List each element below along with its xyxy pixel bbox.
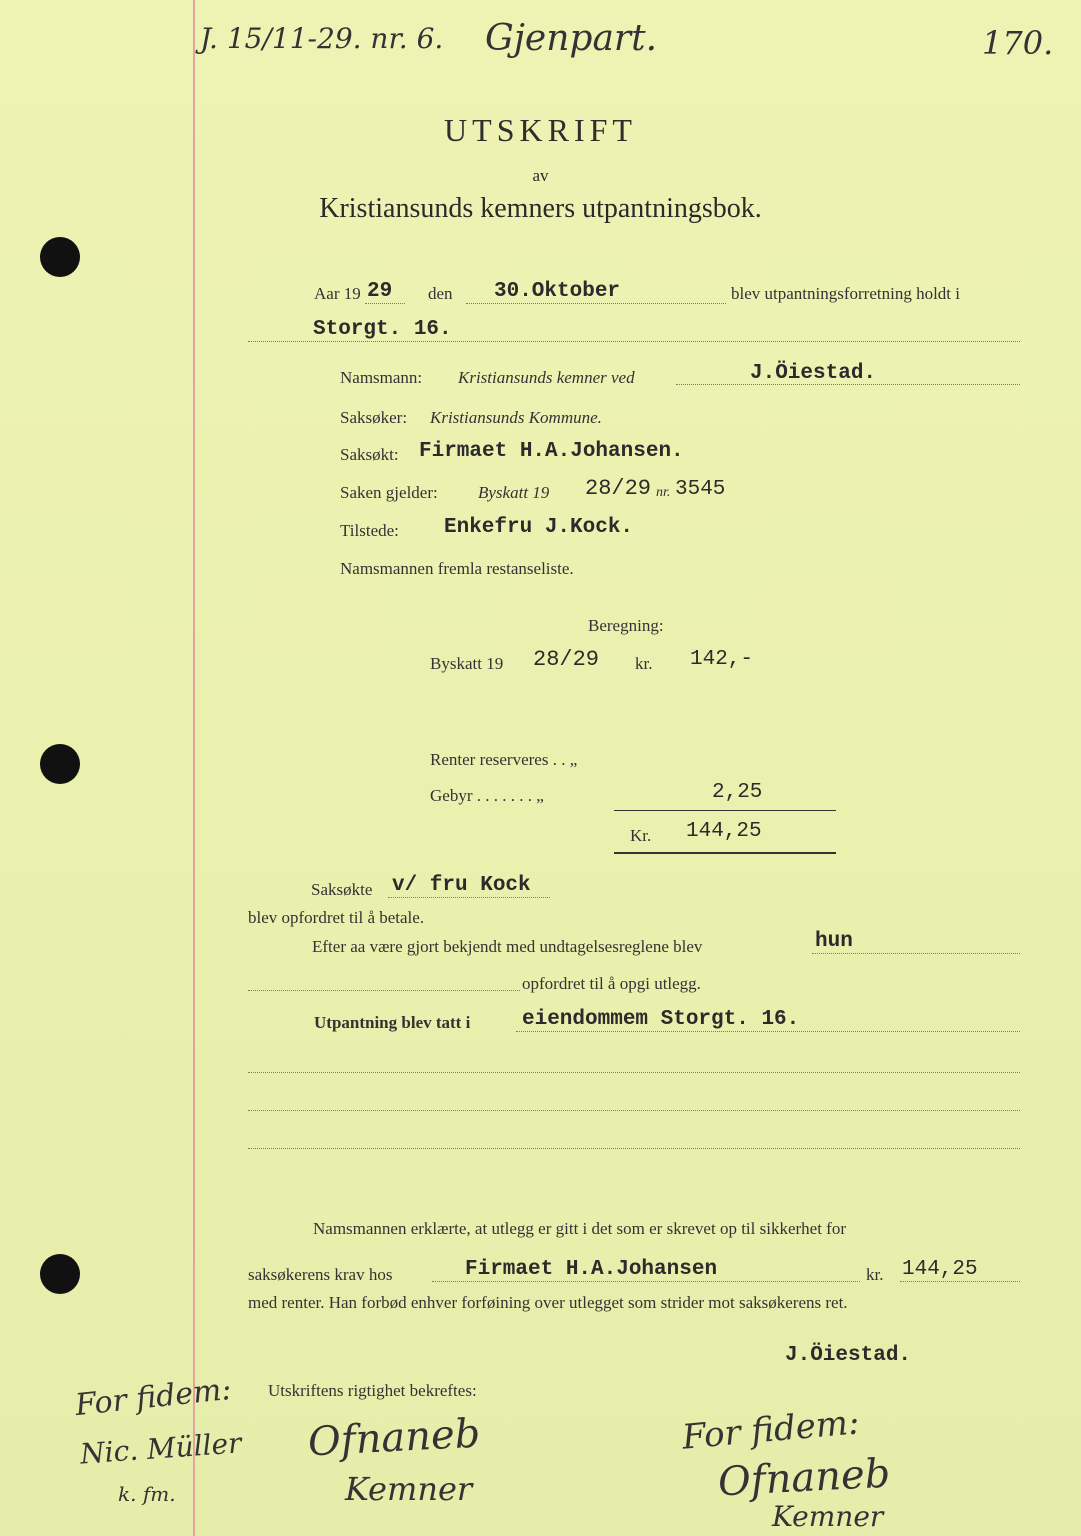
krav-value: Firmaet H.A.Johansen <box>465 1258 718 1281</box>
signed-name: J.Öiestad. <box>785 1344 912 1367</box>
erklaerte-text: Namsmannen erklærte, at utlegg er gitt i det som er skrevet op til sikkerhet for <box>313 1219 846 1238</box>
dotline <box>248 341 1020 342</box>
namsmann-printed: Kristiansunds kemner ved <box>458 368 635 387</box>
year-suffix: 29 <box>367 280 393 303</box>
margin-line <box>193 0 195 1536</box>
saksokte-label: Saksøkte <box>311 880 373 899</box>
dotline <box>248 990 520 991</box>
gebyr-amount: 2,25 <box>712 781 763 804</box>
signature-right-2: Kemner <box>772 1500 884 1533</box>
krav-label: saksøkerens krav hos <box>248 1265 393 1284</box>
dotline <box>248 1148 1020 1149</box>
saken-nr-label: nr. <box>656 485 671 500</box>
date-value: 30.Oktober <box>494 280 621 303</box>
saken-year: 28/29 <box>585 476 652 501</box>
tilstede-label: Tilstede: <box>340 521 399 540</box>
renter-text: med renter. Han forbød enhver forføining over utlegget som strider mot saksøkerens ret. <box>248 1293 848 1312</box>
page-number: 170. <box>982 24 1054 62</box>
gebyr-label: Gebyr . . . . . . . „ <box>430 786 544 805</box>
byskatt-amount: 142,- <box>690 648 754 671</box>
signature-left-1: Ofnaneb <box>306 1410 482 1466</box>
dotline <box>516 1031 1020 1032</box>
opgi-text: opfordret til å opgi utlegg. <box>522 974 701 993</box>
efter-text: Efter aa være gjort bekjendt med undtagelsesreglene blev <box>312 937 703 956</box>
byskatt-year: 28/29 <box>533 647 600 672</box>
utpantning-value: eiendommem Storgt. 16. <box>522 1008 800 1031</box>
dotline <box>900 1281 1020 1282</box>
total-amount: 144,25 <box>686 820 762 843</box>
dotline <box>248 1110 1020 1111</box>
saken-nr: 3545 <box>675 478 726 501</box>
saksokt-label: Saksøkt: <box>340 445 399 464</box>
kr-label: kr. <box>635 654 653 673</box>
namsmann-label: Namsmann: <box>340 368 423 387</box>
title-main: UTSKRIFT <box>444 112 637 148</box>
krav-kr: kr. <box>866 1265 884 1284</box>
place-value: Storgt. 16. <box>313 318 452 341</box>
efter-value: hun <box>815 930 853 953</box>
krav-amount: 144,25 <box>902 1258 978 1281</box>
saksoker-label: Saksøker: <box>340 408 408 427</box>
saksoker-value: Kristiansunds Kommune. <box>430 408 602 427</box>
opfordret-text: blev opfordret til å betale. <box>248 908 425 927</box>
fremla-text: Namsmannen fremla restanseliste. <box>340 559 574 578</box>
punch-hole-middle <box>40 744 80 784</box>
saken-label: Saken gjelder: <box>340 483 438 502</box>
signature-right-0: For fidem: <box>680 1402 861 1458</box>
header-name: Gjenpart. <box>485 18 658 59</box>
title-av: av <box>532 166 549 185</box>
saksokt-value: Firmaet H.A.Johansen. <box>419 440 684 463</box>
namsmann-value: J.Öiestad. <box>750 362 877 385</box>
signature-left-2: Kemner <box>345 1470 473 1508</box>
punch-hole-top <box>40 237 80 277</box>
header-ref: J. 15/11-29. nr. 6. <box>200 22 444 55</box>
holdt-label: blev utpantningsforretning holdt i <box>731 284 960 303</box>
punch-hole-bottom <box>40 1254 80 1294</box>
dotline <box>388 897 550 898</box>
aar-label: Aar 19 <box>314 284 361 303</box>
saken-printed: Byskatt 19 <box>478 483 550 502</box>
dotline <box>676 384 1020 385</box>
total-label: Kr. <box>630 826 652 845</box>
margin-note-line2: Nic. Müller <box>79 1426 243 1471</box>
dotline <box>812 953 1020 954</box>
dotline <box>466 303 726 304</box>
margin-note-line1: For fidem: <box>73 1371 234 1424</box>
margin-note-line3: k. fm. <box>118 1482 176 1506</box>
tilstede-value: Enkefru J.Kock. <box>444 516 634 539</box>
utpantning-label: Utpantning blev tatt i <box>314 1013 471 1032</box>
sum-rule <box>614 810 836 811</box>
dotline <box>248 1072 1020 1073</box>
dotline <box>365 303 405 304</box>
bekreftes-text: Utskriftens rigtighet bekreftes: <box>268 1381 477 1400</box>
renter-label: Renter reserveres . . „ <box>430 750 578 769</box>
byskatt-label: Byskatt 19 <box>430 654 504 673</box>
title-subtitle: Kristiansunds kemners utpantningsbok. <box>319 193 762 224</box>
total-rule <box>614 852 836 854</box>
signature-right-1: Ofnaneb <box>716 1450 892 1506</box>
calc-heading: Beregning: <box>588 616 664 635</box>
saksokte-value: v/ fru Kock <box>392 874 531 897</box>
den-label: den <box>428 284 453 303</box>
dotline <box>432 1281 860 1282</box>
